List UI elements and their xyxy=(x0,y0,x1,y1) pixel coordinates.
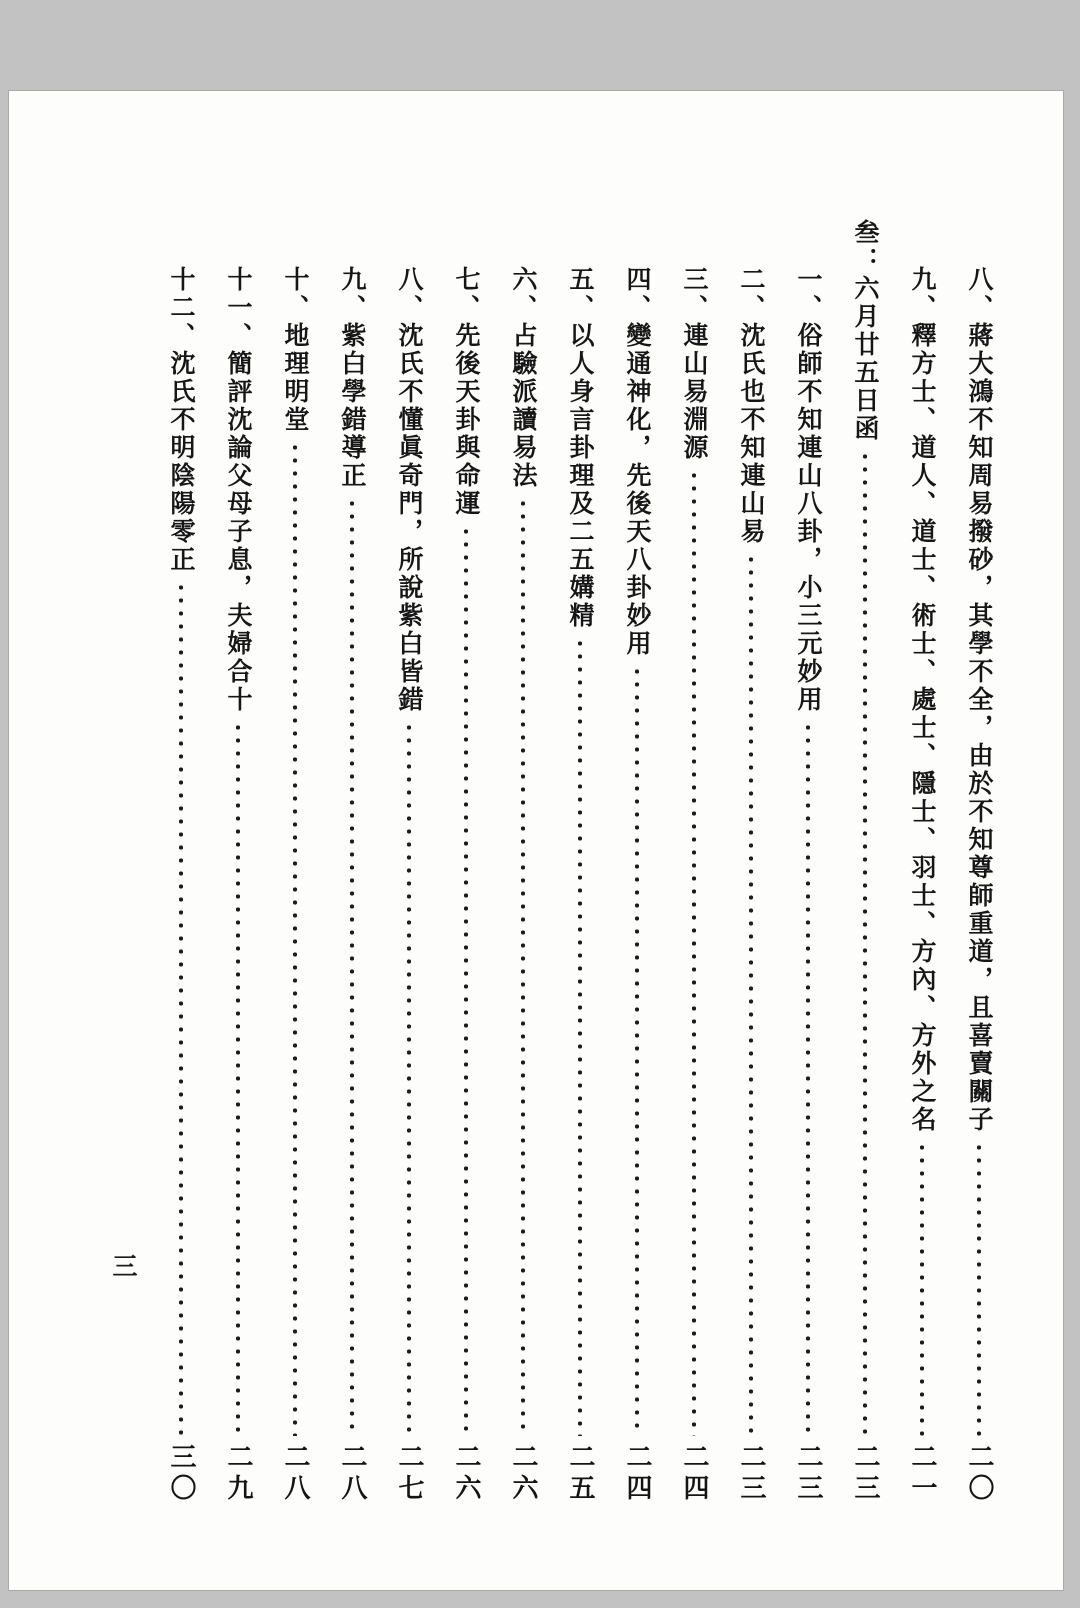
toc-entry xyxy=(324,219,380,1505)
toc-entry-page-number: 二六 xyxy=(508,1443,538,1505)
dot-leader xyxy=(723,553,779,1436)
toc-entry-title: 十一、簡評沈論父母子息，夫婦合十 xyxy=(224,266,253,714)
toc-entry-page-number: 二三 xyxy=(793,1443,823,1505)
toc-entry xyxy=(780,219,836,1505)
toc-entry-title: 八、沈氏不懂眞奇門，所說紫白皆錯 xyxy=(395,266,424,714)
toc-entry-page-number: 二四 xyxy=(679,1443,709,1505)
toc-entry xyxy=(609,219,665,1505)
toc-entry-page-number: 二四 xyxy=(622,1443,652,1505)
dot-leader xyxy=(210,721,266,1436)
dot-leader xyxy=(381,721,437,1436)
toc-entry xyxy=(495,219,551,1505)
folio-page-number: 三 xyxy=(109,1253,138,1278)
dot-leader xyxy=(894,1141,950,1436)
toc-entry xyxy=(666,219,722,1505)
toc-entry-page-number: 二八 xyxy=(337,1443,367,1505)
toc-entry xyxy=(381,219,437,1505)
toc-entry-title: 七、先後天卦與命運 xyxy=(452,266,481,518)
toc-entry-page-number: 二九 xyxy=(223,1443,253,1505)
toc-entry xyxy=(153,219,209,1505)
toc-entry-title: 六、占驗派讀易法 xyxy=(509,266,538,490)
toc-entry-title: 一、俗師不知連山八卦，小三元妙用 xyxy=(794,266,823,714)
toc-entry xyxy=(894,219,950,1505)
dot-leader xyxy=(438,525,494,1436)
dot-leader xyxy=(609,665,665,1436)
toc-entry xyxy=(210,219,266,1505)
dot-leader xyxy=(837,450,893,1436)
toc-section-header xyxy=(837,219,893,1505)
toc-entry xyxy=(723,219,779,1505)
toc-entry-title: 二、沈氏也不知連山易 xyxy=(737,266,766,546)
book-page xyxy=(8,90,1064,1591)
toc-entry-title: 十二、沈氏不明陰陽零正 xyxy=(167,266,196,574)
dot-leader xyxy=(666,469,722,1436)
dot-leader xyxy=(780,721,836,1436)
toc-entry-page-number: 二六 xyxy=(451,1443,481,1505)
toc-entry-title: 九、紫白學錯導正 xyxy=(338,266,367,490)
toc-entry-title: 叁：六月廿五日函 xyxy=(851,219,880,443)
toc-entry-title: 四、變通神化，先後天八卦妙用 xyxy=(623,266,652,658)
toc-entry-title: 三、連山易淵源 xyxy=(680,266,709,462)
toc-entry-page-number: 二三 xyxy=(736,1443,766,1505)
toc-entry-page-number: 二七 xyxy=(394,1443,424,1505)
dot-leader xyxy=(153,581,209,1436)
toc-entry-page-number: 二一 xyxy=(907,1443,937,1505)
toc-entry-page-number: 二八 xyxy=(280,1443,310,1505)
dot-leader xyxy=(495,497,551,1436)
toc-entry xyxy=(951,219,1007,1505)
toc-entry-page-number: 二〇 xyxy=(964,1443,994,1505)
dot-leader xyxy=(951,1141,1007,1436)
dot-leader xyxy=(267,441,323,1436)
toc-entry-title: 十、地理明堂 xyxy=(281,266,310,434)
toc-entry-page-number: 二三 xyxy=(850,1443,880,1505)
dot-leader xyxy=(552,637,608,1436)
table-of-contents xyxy=(153,219,1007,1505)
toc-entry-page-number: 二五 xyxy=(565,1443,595,1505)
toc-entry xyxy=(267,219,323,1505)
toc-entry-title: 五、以人身言卦理及二五媾精 xyxy=(566,266,595,630)
toc-entry-page-number: 三〇 xyxy=(166,1443,196,1505)
toc-entry-title: 八、蔣大鴻不知周易撥砂，其學不全，由於不知尊師重道，且喜賣關子 xyxy=(965,266,994,1134)
toc-entry xyxy=(438,219,494,1505)
dot-leader xyxy=(324,497,380,1436)
toc-entry xyxy=(552,219,608,1505)
toc-entry-title: 九、釋方士、道人、道士、術士、處士、隱士、羽士、方內、方外之名 xyxy=(908,266,937,1134)
